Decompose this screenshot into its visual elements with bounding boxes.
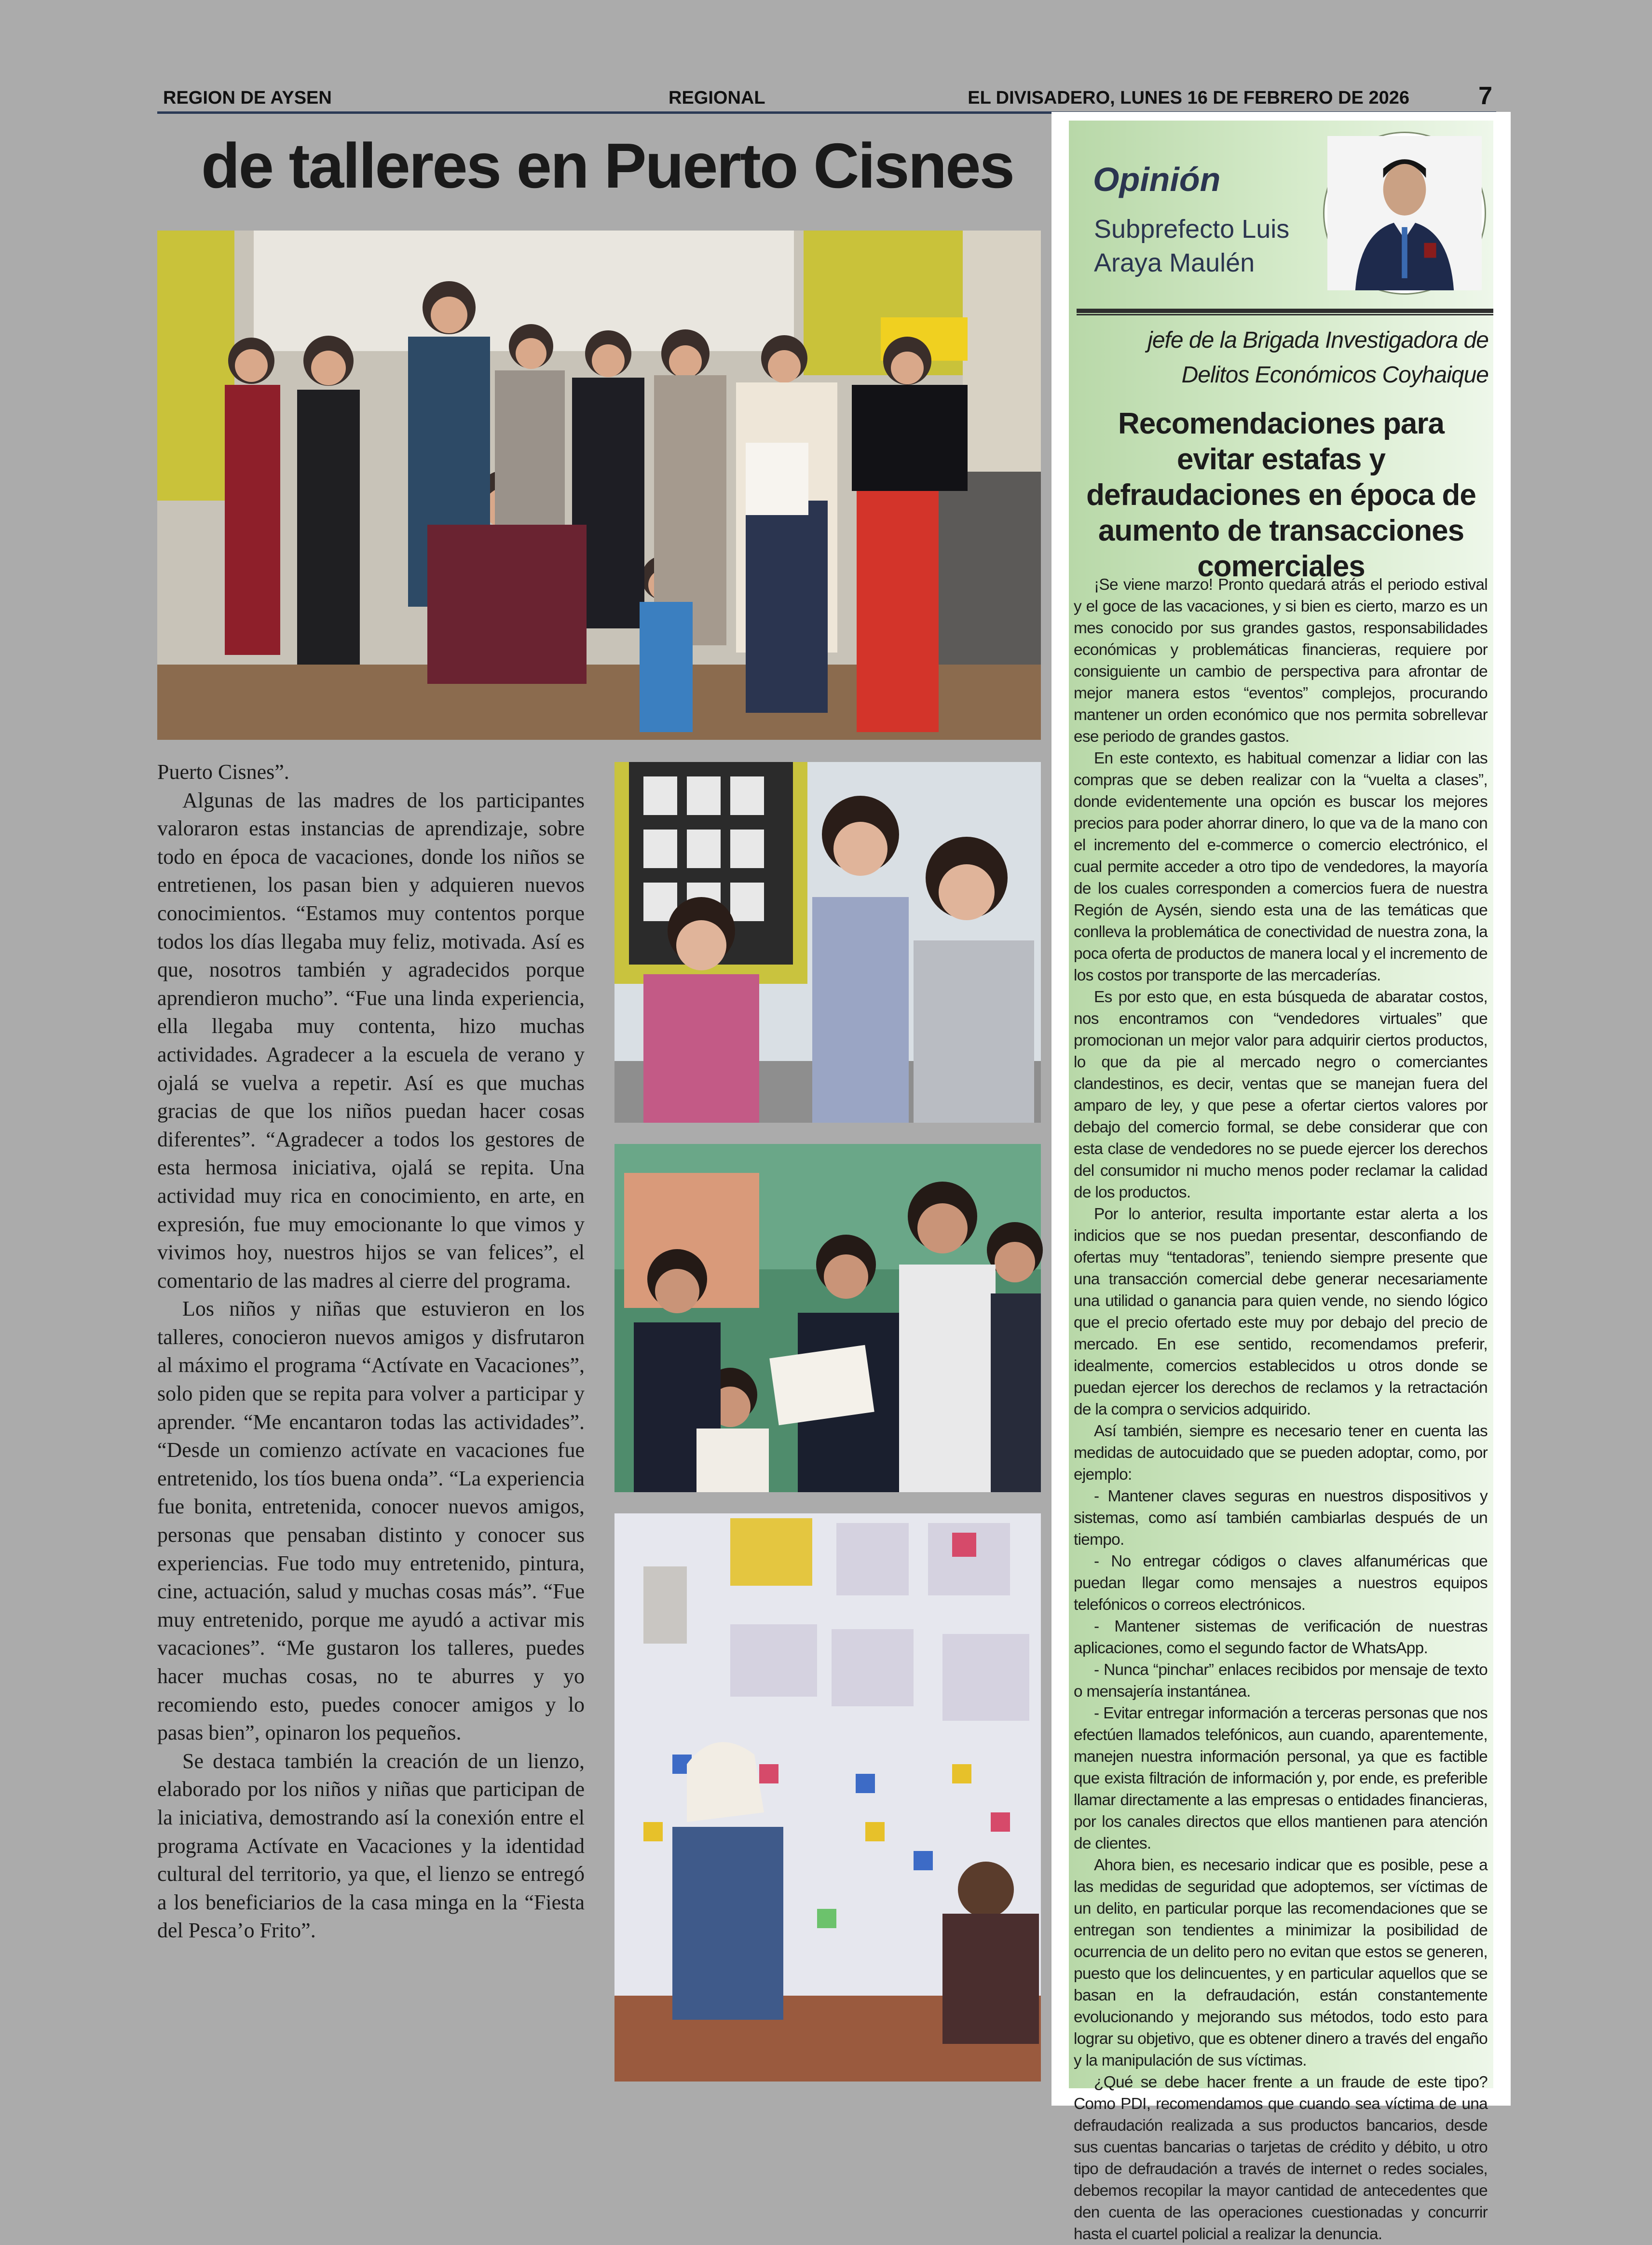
article-body [157,758,585,1945]
opinion-paragraph: ¿Qué se debe hacer frente a un fraude de este tipo? Como PDI, recomendamos que cuando sea víctima de una defraudación realizada a sus productos bancarios, desde sus cuentas bancarias o tarjetas de crédito y débito, u otro tipo de defraudación a través de internet o redes sociales, debemos recopilar la mayor cantidad de antecedentes que den cuenta de las operaciones cuestionadas y concurrir hasta el cuartel policial a realizar la denuncia. [1074,2073,1488,2243]
opinion-list-item: - No entregar códigos o claves alfanuméricas que puedan llegar como mensajes a nuestros equipos telefónicos o correos electrónicos. [1074,1552,1488,1614]
author-name: Subprefecto Luis Araya Maulén [1094,215,1290,277]
opinion-divider [1077,309,1493,315]
certificate-photo [614,1144,1041,1492]
opinion-label: Opinión [1093,161,1221,198]
author-avatar [1324,133,1485,293]
author-role: jefe de la Brigada Investigadora de Delitos Económicos Coyhaique [1147,327,1488,388]
page-number: 7 [1478,82,1492,110]
photo-group-image [157,231,1041,740]
page-header [157,82,1496,114]
section-region: REGION DE AYSEN [163,88,332,108]
opinion-list-item: - Evitar entregar información a terceras personas que nos efectúen llamados telefónicos, aun cuando, aparentemente, manejen nuestra información personal, ya que es factible que exista filtración de información y, por ende, es preferible llamar directamente a las empresas o entidades financieras, por los canales directos que ellos mantienen para atención de clientes. [1074,1704,1488,1852]
photo-mural-image [614,1513,1041,2082]
opinion-paragraph: Por lo anterior, resulta importante estar alerta a los indicios que se nos puedan presentar, desconfiando de ofertas muy “tentadoras”, teniendo siempre presente que una transacción comercial debe generar necesariamente una utilidad o ganancia para quien vende, no siendo lógico que el precio ofertado este muy por debajo del precio de mercado. En ese sentido, recomendamos preferir, idealmente, comercios establecidos u otros donde se puedan ejercer los derechos de reclamos y la retractación de la compra o servicios adquirido. [1074,1205,1488,1418]
article-headline: de talleres en Puerto Cisnes [201,130,1013,201]
opinion-list-item: - Mantener sistemas de verificación de nuestras aplicaciones, como el segundo factor de WhatsApp. [1074,1618,1488,1657]
opinion-list-item: - Mantener claves seguras en nuestros dispositivos y sistemas, como así también cambiarlas después de un tiempo. [1074,1487,1488,1549]
article-paragraph: Los niños y niñas que estuvieron en los talleres, conocieron nuevos amigos y disfrutaron al máximo el programa “Actívate en Vacaciones”, solo piden que se repita para volver a participar y aprender. “Me encantaron todas las actividades”. “Desde un comienzo actívate en vacaciones fue entretenido, los tíos buena onda”. “La experiencia fue bonita, entretenida, conocer nuevos amigos, personas que pensaban distinto y conocer sus experiencias. Fue todo muy entretenido, pintura, cine, actuación, salud y muchas cosas más”. “Fue muy entretenido, porque me ayudó a activar mis vacaciones”. “Me gustaron los talleres, puedes hacer muchas cosas, no te aburres y yo recomiendo esto, puedes conocer amigos y lo pasas bien”, opinaron los pequeños. [157,1297,585,1745]
opinion-column [1051,112,1511,2243]
article-paragraph: Se destaca también la creación de un lienzo, elaborado por los niños y niñas que participan de la iniciativa, demostrando así la conexión entre el programa Actívate en Vacaciones y la identidad cultural del territorio, ya que, el lienzo se entregó a los beneficiarios de la casa minga en la “Fiesta del Pesca’o Frito”. [157,1749,585,1943]
opinion-list-item: - Nunca “pinchar” enlaces recibidos por mensaje de texto o mensajería instantánea. [1074,1661,1488,1701]
opinion-paragraph: ¡Se viene marzo! Pronto quedará atrás el periodo estival y el goce de las vacaciones, y si bien es cierto, marzo es un mes conocido por sus grandes gastos, responsabilidades económicas y problemáticas financieras, requiere por consiguiente un cambio de perspectiva para afrontar de mejor manera estos “eventos” complejos, procurando mantener un orden económico que nos permita sobrellevar ese periodo de grandes gastos. [1074,576,1488,746]
opinion-paragraph: Así también, siempre es necesario tener en cuenta las medidas de autocuidado que se pueden adoptar, como, por ejemplo: [1074,1422,1488,1483]
group-photo [157,231,1041,740]
opinion-paragraph: Es por esto que, en esta búsqueda de abaratar costos, nos encontramos con “vendedores virtuales” que promocionan un mejor valor para adquirir ciertos productos, lo que da pie al mercado negro o comerciantes clandestinos, es decir, ventas que se manejan fuera del amparo de ley, y que pese a ofertar ciertos valores por debajo del comercio formal, se debe considerar que con esta clase de vendedores no se puede ejercer los derechos del consumidor ni mucho menos poder reclamar la calidad de los productos. [1074,988,1488,1201]
opinion-panel [1069,121,1493,2243]
opinion-title: Recomendaciones para evitar estafas y defraudaciones en época de aumento de transacciones comerciales [1086,407,1476,583]
opinion-paragraph: En este contexto, es habitual comenzar a lidiar con las compras que se deben realizar con la “vuelta a clases”, donde evidentemente una opción es buscar los mejores precios para poder ahorrar dinero, lo que va de la mano con el incremento del e-commerce o comercio electrónico, el cual permite acceder a otro tipo de vendedores, la mayoría de los cuales corresponden a comercios fuera de nuestra Región de Aysén, siendo esta una de las temáticas que conlleva la problemática de conectividad de nuestra zona, la poca oferta de productos de manera local y el incremento de los costos por transporte de las mercaderías. [1074,749,1488,984]
author-portrait-icon [1327,136,1482,290]
mural-photo [614,1513,1041,2082]
opinion-paragraph: Ahora bien, es necesario indicar que es posible, pese a las medidas de seguridad que adoptemos, ser víctimas de un delito, en particular porque las recomendaciones que se entregan son tendientes a minimizar la posibilidad de ocurrencia de un delito pero no evitan que estos se generen, puesto que los delincuentes, y en particular aquellos que se basan en la defraudación, están constantemente evolucionando y mejorando sus métodos, todo esto para lograr su objetivo, que es obtener dinero a través del engaño y la manipulación de sus víctimas. [1074,1856,1488,2069]
photo-girls-image [614,762,1041,1123]
opinion-body [1074,574,1488,2245]
article-paragraph: Puerto Cisnes”. [157,760,289,784]
edition-date: EL DIVISADERO, LUNES 16 DE FEBRERO DE 2026 [968,88,1409,108]
section-name: REGIONAL [669,88,765,108]
article-paragraph: Algunas de las madres de los participantes valoraron estas instancias de aprendizaje, sobre todo en época de vacaciones, donde los niños se entretienen, los pasan bien y adquieren nuevos conocimientos. “Estamos muy contentos porque todos los días llegaba muy feliz, motivada. Así es que, nosotros también y agradecidos porque aprendieron mucho”. “Fue una linda experiencia, ella llegaba muy contenta, hizo muchas actividades. Agradecer a la escuela de verano y ojalá se vuelva a repetir. Así es que muchas gracias de que los niños puedan hacer cosas diferentes”. “Agradecer a todos los gestores de esta hermosa iniciativa, ojalá se repita. Una actividad muy rica en conocimiento, en arte, en expresión, fue muy emocionante lo que vimos y vivimos hoy, nuestros hijos se van felices”, el comentario de las madres al cierre del programa. [157,788,585,1293]
photo-certificate-image [614,1144,1041,1492]
girls-photo [614,762,1041,1123]
